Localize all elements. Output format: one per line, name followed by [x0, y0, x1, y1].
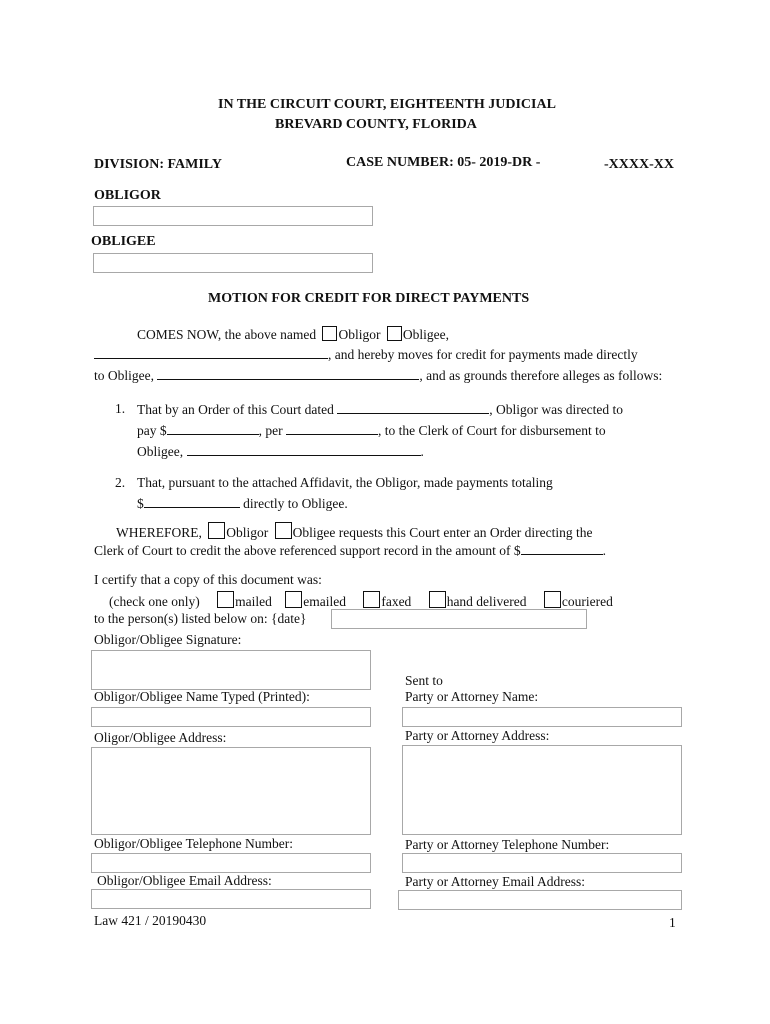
page-number: 1 — [669, 915, 676, 930]
division-label: DIVISION: FAMILY — [94, 157, 222, 172]
obligee-blank[interactable] — [187, 443, 421, 456]
name-typed-field[interactable] — [91, 707, 371, 727]
check-one-line — [109, 591, 613, 610]
persons-line — [94, 611, 306, 627]
clerk-line-end: . — [602, 543, 606, 558]
faxed-label: faxed — [381, 594, 412, 609]
obligor-field[interactable] — [93, 206, 373, 226]
couriered-checkbox[interactable] — [544, 591, 561, 608]
obligee-checkbox[interactable] — [387, 326, 402, 341]
item-1-pay: pay $ — [137, 423, 167, 438]
mailed-label: mailed — [235, 594, 272, 609]
item-1-number: 1. — [115, 401, 126, 416]
signature-field[interactable] — [91, 650, 371, 690]
form-id: Law 421 / 20190430 — [94, 913, 207, 928]
case-number-suffix: -XXXX-XX — [604, 157, 674, 172]
motion-line-3-start: to Obligee, — [94, 368, 154, 383]
obligee-name-blank[interactable] — [157, 367, 419, 380]
item-1-line-3 — [137, 443, 424, 460]
item-2-text-b: directly to Obligee. — [243, 496, 348, 511]
sent-to-label: Sent to — [405, 673, 443, 688]
party-name-label: Party or Attorney Name: — [405, 689, 539, 704]
item-1-per: , per — [258, 423, 283, 438]
item-1-line-2 — [137, 422, 606, 439]
party-name-field[interactable] — [402, 707, 682, 727]
wherefore-obligee-checkbox[interactable] — [275, 522, 292, 539]
pay-period-blank[interactable] — [286, 422, 378, 435]
signature-label: Obligor/Obligee Signature: — [94, 632, 242, 647]
emailed-checkbox[interactable] — [285, 591, 302, 608]
phone-label: Obligor/Obligee Telephone Number: — [94, 836, 294, 851]
item-1-obligee: Obligee, — [137, 444, 184, 459]
obligee-option-label: Obligee, — [402, 327, 449, 342]
date-field[interactable] — [331, 609, 587, 629]
obligor-label: OBLIGOR — [94, 188, 161, 203]
item-1-period: . — [420, 444, 424, 459]
motion-line-2 — [94, 346, 638, 363]
item-1-line-1 — [137, 401, 623, 418]
check-one-label: (check one only) — [109, 594, 200, 609]
wherefore-obligor-checkbox[interactable] — [208, 522, 225, 539]
motion-line-3 — [94, 367, 662, 384]
wherefore-obligee-text: Obligee requests this Court enter an Order directing the — [292, 525, 593, 540]
party-email-label: Party or Attorney Email Address: — [405, 874, 585, 889]
obligee-label: OBLIGEE — [91, 234, 156, 249]
obligee-field[interactable] — [93, 253, 373, 273]
hand-delivered-checkbox[interactable] — [429, 591, 446, 608]
email-label: Obligor/Obligee Email Address: — [97, 873, 272, 888]
order-date-blank[interactable] — [337, 401, 489, 414]
item-1-text-b: , Obligor was directed to — [489, 402, 624, 417]
comes-now-line — [137, 326, 449, 343]
party-name-blank[interactable] — [94, 346, 328, 359]
item-2-dollar: $ — [137, 496, 144, 511]
obligor-checkbox[interactable] — [322, 326, 337, 341]
address-field[interactable] — [91, 747, 371, 835]
clerk-line-text: Clerk of Court to credit the above referenced support record in the amount of $ — [94, 543, 521, 558]
item-2-line-2 — [137, 495, 348, 512]
phone-field[interactable] — [91, 853, 371, 873]
wherefore-line — [116, 522, 593, 541]
address-label: Oligor/Obligee Address: — [94, 730, 227, 745]
couriered-label: couriered — [561, 594, 613, 609]
comes-now-text: COMES NOW, the above named — [137, 327, 317, 342]
item-1-text-a: That by an Order of this Court dated — [137, 402, 334, 417]
wherefore-obligor-label: Obligor — [226, 525, 269, 540]
party-phone-label: Party or Attorney Telephone Number: — [405, 837, 610, 852]
wherefore-text: WHEREFORE, — [116, 525, 202, 540]
motion-line-3-end: , and as grounds therefore alleges as follows: — [419, 368, 663, 383]
clerk-line — [94, 542, 606, 559]
obligor-option-label: Obligor — [338, 327, 381, 342]
motion-title: MOTION FOR CREDIT FOR DIRECT PAYMENTS — [208, 291, 530, 306]
mailed-checkbox[interactable] — [217, 591, 234, 608]
party-address-label: Party or Attorney Address: — [405, 728, 550, 743]
item-2-line-1: That, pursuant to the attached Affidavit, the Obligor, made payments totaling — [137, 475, 553, 490]
item-2-number: 2. — [115, 475, 126, 490]
persons-label: to the person(s) listed below on: — [94, 611, 268, 626]
name-typed-label: Obligor/Obligee Name Typed (Printed): — [94, 689, 310, 704]
certify-line: I certify that a copy of this document was: — [94, 572, 322, 587]
faxed-checkbox[interactable] — [363, 591, 380, 608]
total-amount-blank[interactable] — [144, 495, 240, 508]
pay-amount-blank[interactable] — [167, 422, 259, 435]
party-phone-field[interactable] — [402, 853, 682, 873]
item-1-clerk: , to the Clerk of Court for disbursement to — [378, 423, 606, 438]
credit-amount-blank[interactable] — [521, 542, 603, 555]
emailed-label: emailed — [303, 594, 346, 609]
party-address-field[interactable] — [402, 745, 682, 835]
date-placeholder: {date} — [270, 611, 307, 626]
hand-delivered-label: hand delivered — [446, 594, 527, 609]
motion-line-2-text: , and hereby moves for credit for payments made directly — [328, 347, 638, 362]
party-email-field[interactable] — [398, 890, 682, 910]
email-field[interactable] — [91, 889, 371, 909]
court-line-2: BREVARD COUNTY, FLORIDA — [275, 117, 477, 132]
case-number-label: CASE NUMBER: 05- 2019-DR - — [346, 155, 541, 170]
court-line-1: IN THE CIRCUIT COURT, EIGHTEENTH JUDICIAL — [218, 97, 556, 112]
